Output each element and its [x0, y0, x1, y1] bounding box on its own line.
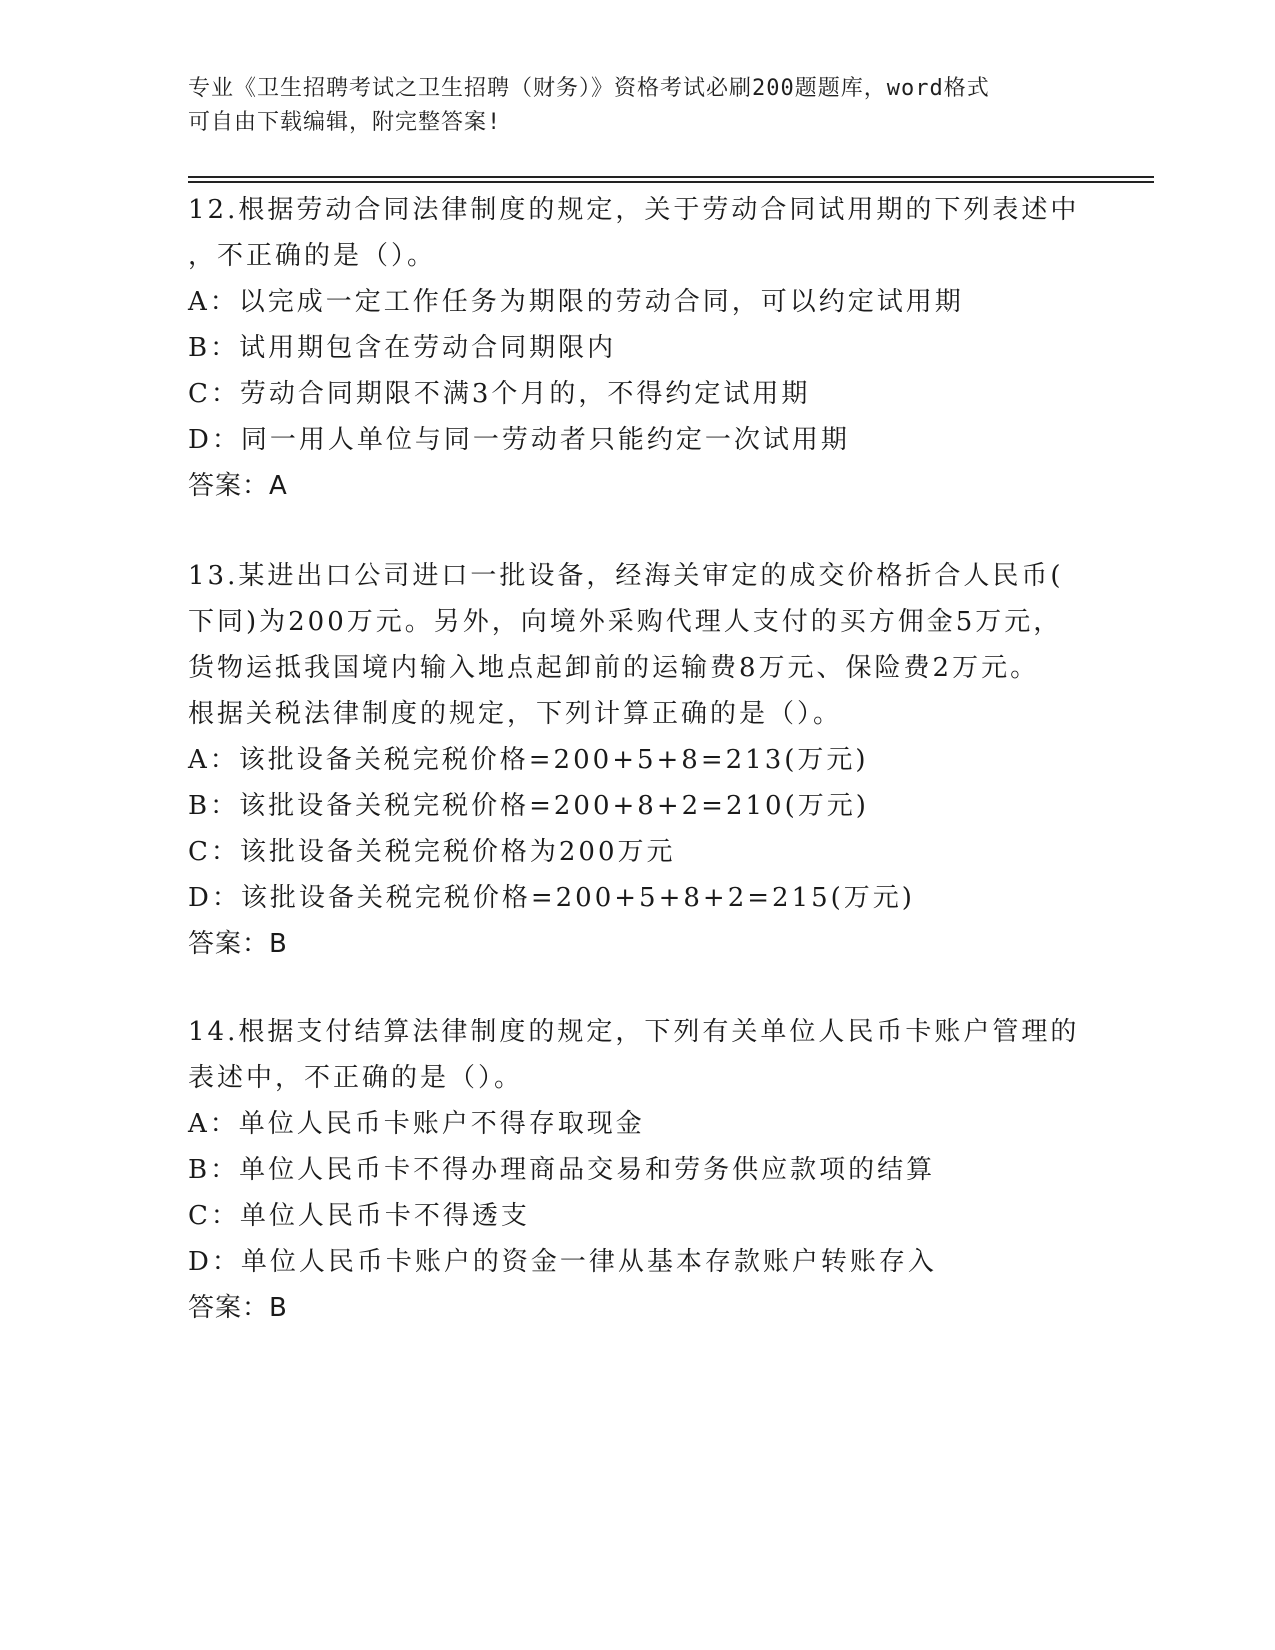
option-c: C：单位人民币卡不得透支	[188, 1201, 530, 1231]
question-13	[188, 553, 1088, 967]
header-divider-top	[188, 176, 1154, 178]
option-c: C：该批设备关税完税价格为200万元	[188, 837, 676, 867]
option-b: B：试用期包含在劳动合同期限内	[188, 333, 617, 363]
question-stem-line: 根据关税法律制度的规定，下列计算正确的是（）。	[188, 699, 843, 729]
question-stem-line: 14.根据支付结算法律制度的规定，下列有关单位人民币卡账户管理的	[188, 1017, 1080, 1047]
question-stem-line: 13.某进出口公司进口一批设备，经海关审定的成交价格折合人民币(	[188, 561, 1064, 591]
question-12	[188, 187, 1088, 509]
header-line-1: 专业《卫生招聘考试之卫生招聘（财务）》资格考试必刷200题题库，word格式	[188, 76, 990, 101]
header-line-2: 可自由下载编辑，附完整答案!	[188, 110, 502, 135]
option-c: C：劳动合同期限不满3个月的，不得约定试用期	[188, 379, 811, 409]
answer-line: 答案：A	[188, 471, 288, 501]
option-a: A：单位人民币卡账户不得存取现金	[188, 1109, 645, 1139]
document-header	[188, 72, 1068, 140]
question-stem-line: 表述中，不正确的是（）。	[188, 1063, 524, 1093]
question-stem-line: 下同)为200万元。另外，向境外采购代理人支付的买方佣金5万元，	[188, 607, 1063, 637]
answer-line: 答案：B	[188, 1293, 288, 1323]
question-stem-line: 12.根据劳动合同法律制度的规定，关于劳动合同试用期的下列表述中	[188, 195, 1080, 225]
option-d: D：同一用人单位与同一劳动者只能约定一次试用期	[188, 425, 850, 455]
option-d: D：单位人民币卡账户的资金一律从基本存款账户转账存入	[188, 1247, 937, 1277]
question-stem-line: 货物运抵我国境内输入地点起卸前的运输费8万元、保险费2万元。	[188, 653, 1040, 683]
option-d: D：该批设备关税完税价格=200+5+8+2=215(万元)	[188, 883, 915, 913]
option-a: A：以完成一定工作任务为期限的劳动合同，可以约定试用期	[188, 287, 964, 317]
option-b: B：单位人民币卡不得办理商品交易和劳务供应款项的结算	[188, 1155, 936, 1185]
answer-line: 答案：B	[188, 929, 288, 959]
option-b: B：该批设备关税完税价格=200+8+2=210(万元)	[188, 791, 869, 821]
question-14	[188, 1009, 1088, 1331]
option-a: A：该批设备关税完税价格=200+5+8=213(万元)	[188, 745, 869, 775]
question-stem-line: ，不正确的是（）。	[188, 241, 437, 271]
header-divider-bottom	[188, 181, 1154, 183]
